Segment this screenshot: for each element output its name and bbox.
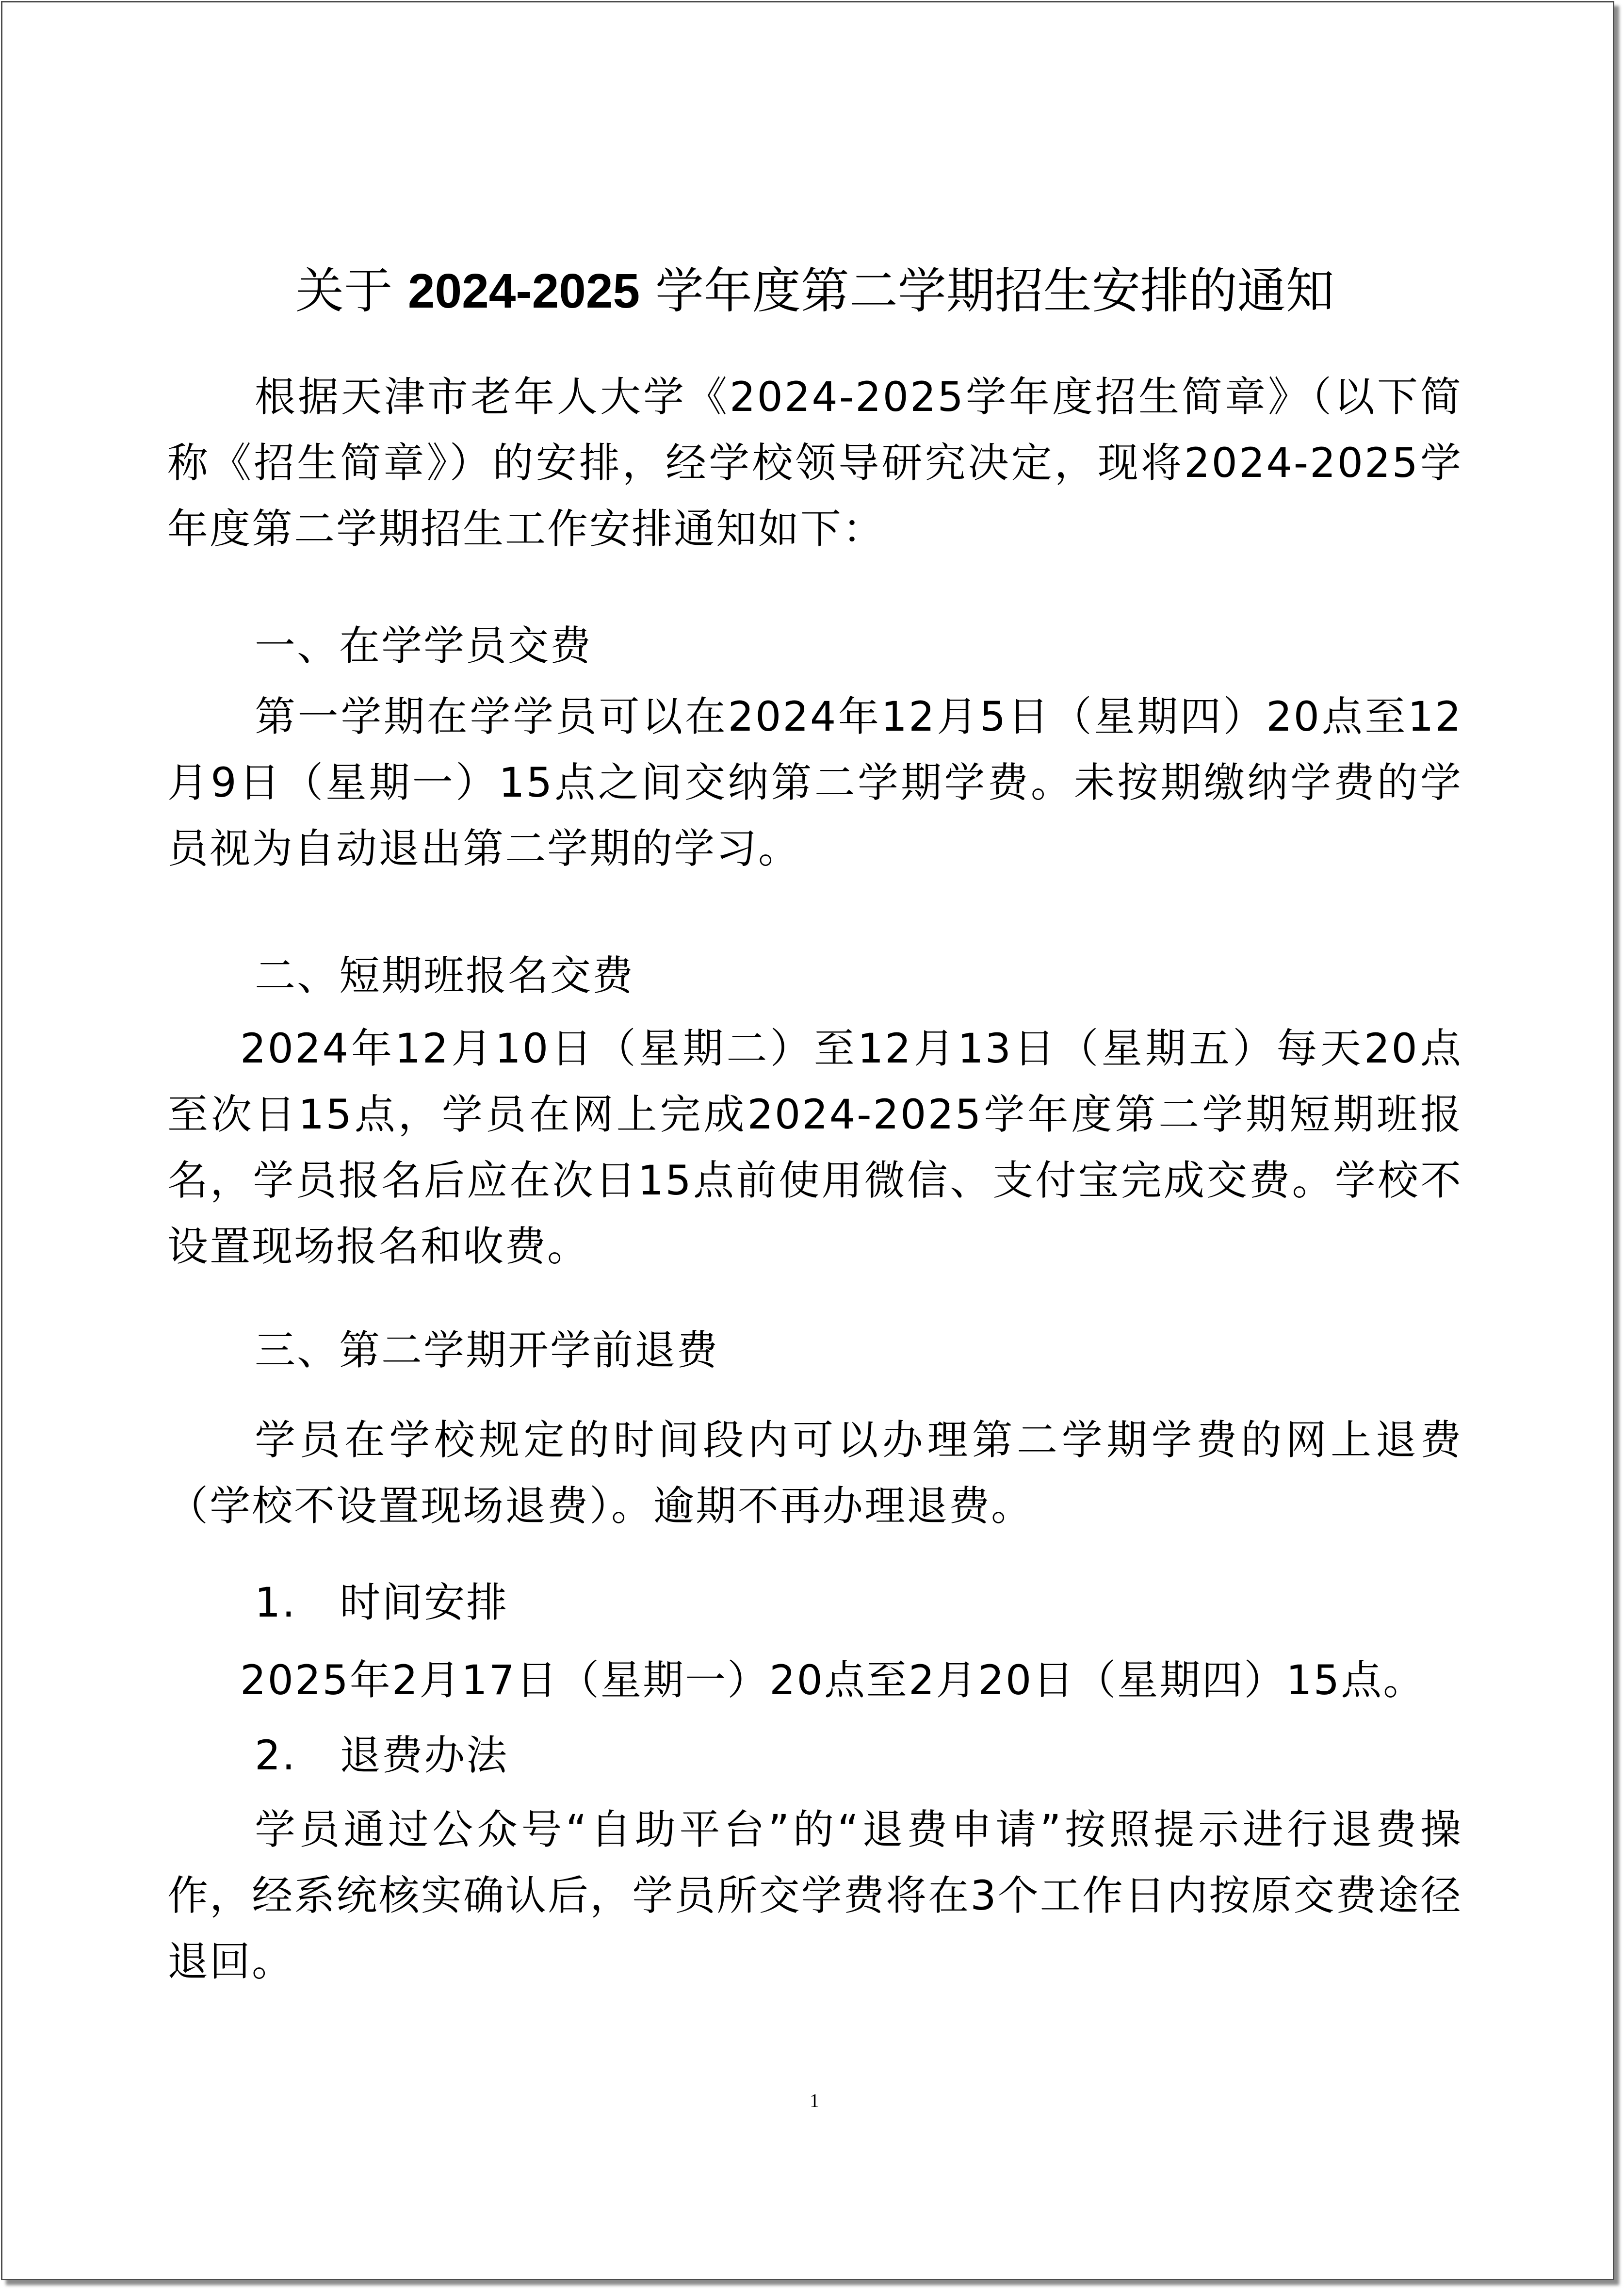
sub2-heading: 2. 退费办法 [255, 1732, 509, 1779]
title-suffix: 学年度第二学期招生安排的通知 [655, 262, 1334, 319]
section2-paragraph: 2024年12月10日（星期二）至12月13日（星期五）每天20点至次日15点，学员在网上完成2024-2025学年度第二学期短期班报名，学员报名后应在次日15点前使用微信、支付宝完成交费。学校不设置现场报名和收费。 [167, 1025, 1462, 1270]
section1-heading: 一、在学学员交费 [255, 622, 593, 670]
title-year: 2024-2025 [407, 264, 640, 318]
section3-paragraph: 学员在学校规定的时间段内可以办理第二学期学费的网上退费（学校不设置现场退费）。逾期不再办理退费。 [167, 1416, 1462, 1530]
page-number: 1 [810, 2090, 819, 2111]
intro-paragraph: 根据天津市老年人大学《2024-2025学年度招生简章》（以下简称《招生简章》）的安排，经学校领导研究决定，现将2024-2025学年度第二学期招生工作安排通知如下： [167, 373, 1462, 553]
sub1-paragraph: 2025年2月17日（星期一）20点至2月20日（星期四）15点。 [240, 1656, 1426, 1704]
section1-paragraph: 第一学期在学学员可以在2024年12月5日（星期四）20点至12月9日（星期一）15点之间交纳第二学期学费。未按期缴纳学费的学员视为自动退出第二学期的学习。 [167, 693, 1462, 872]
title-prefix: 关于 [295, 262, 393, 319]
sub2-paragraph: 学员通过公众号“自助平台”的“退费申请”按照提示进行退费操作，经系统核实确认后，学员所交学费将在3个工作日内按原交费途径退回。 [167, 1806, 1462, 1985]
section2-heading: 二、短期班报名交费 [255, 952, 635, 999]
section3-heading: 三、第二学期开学前退费 [255, 1326, 719, 1374]
sub1-heading: 1. 时间安排 [255, 1579, 509, 1626]
page-frame [1, 1, 1614, 2280]
document-title [167, 260, 1462, 323]
